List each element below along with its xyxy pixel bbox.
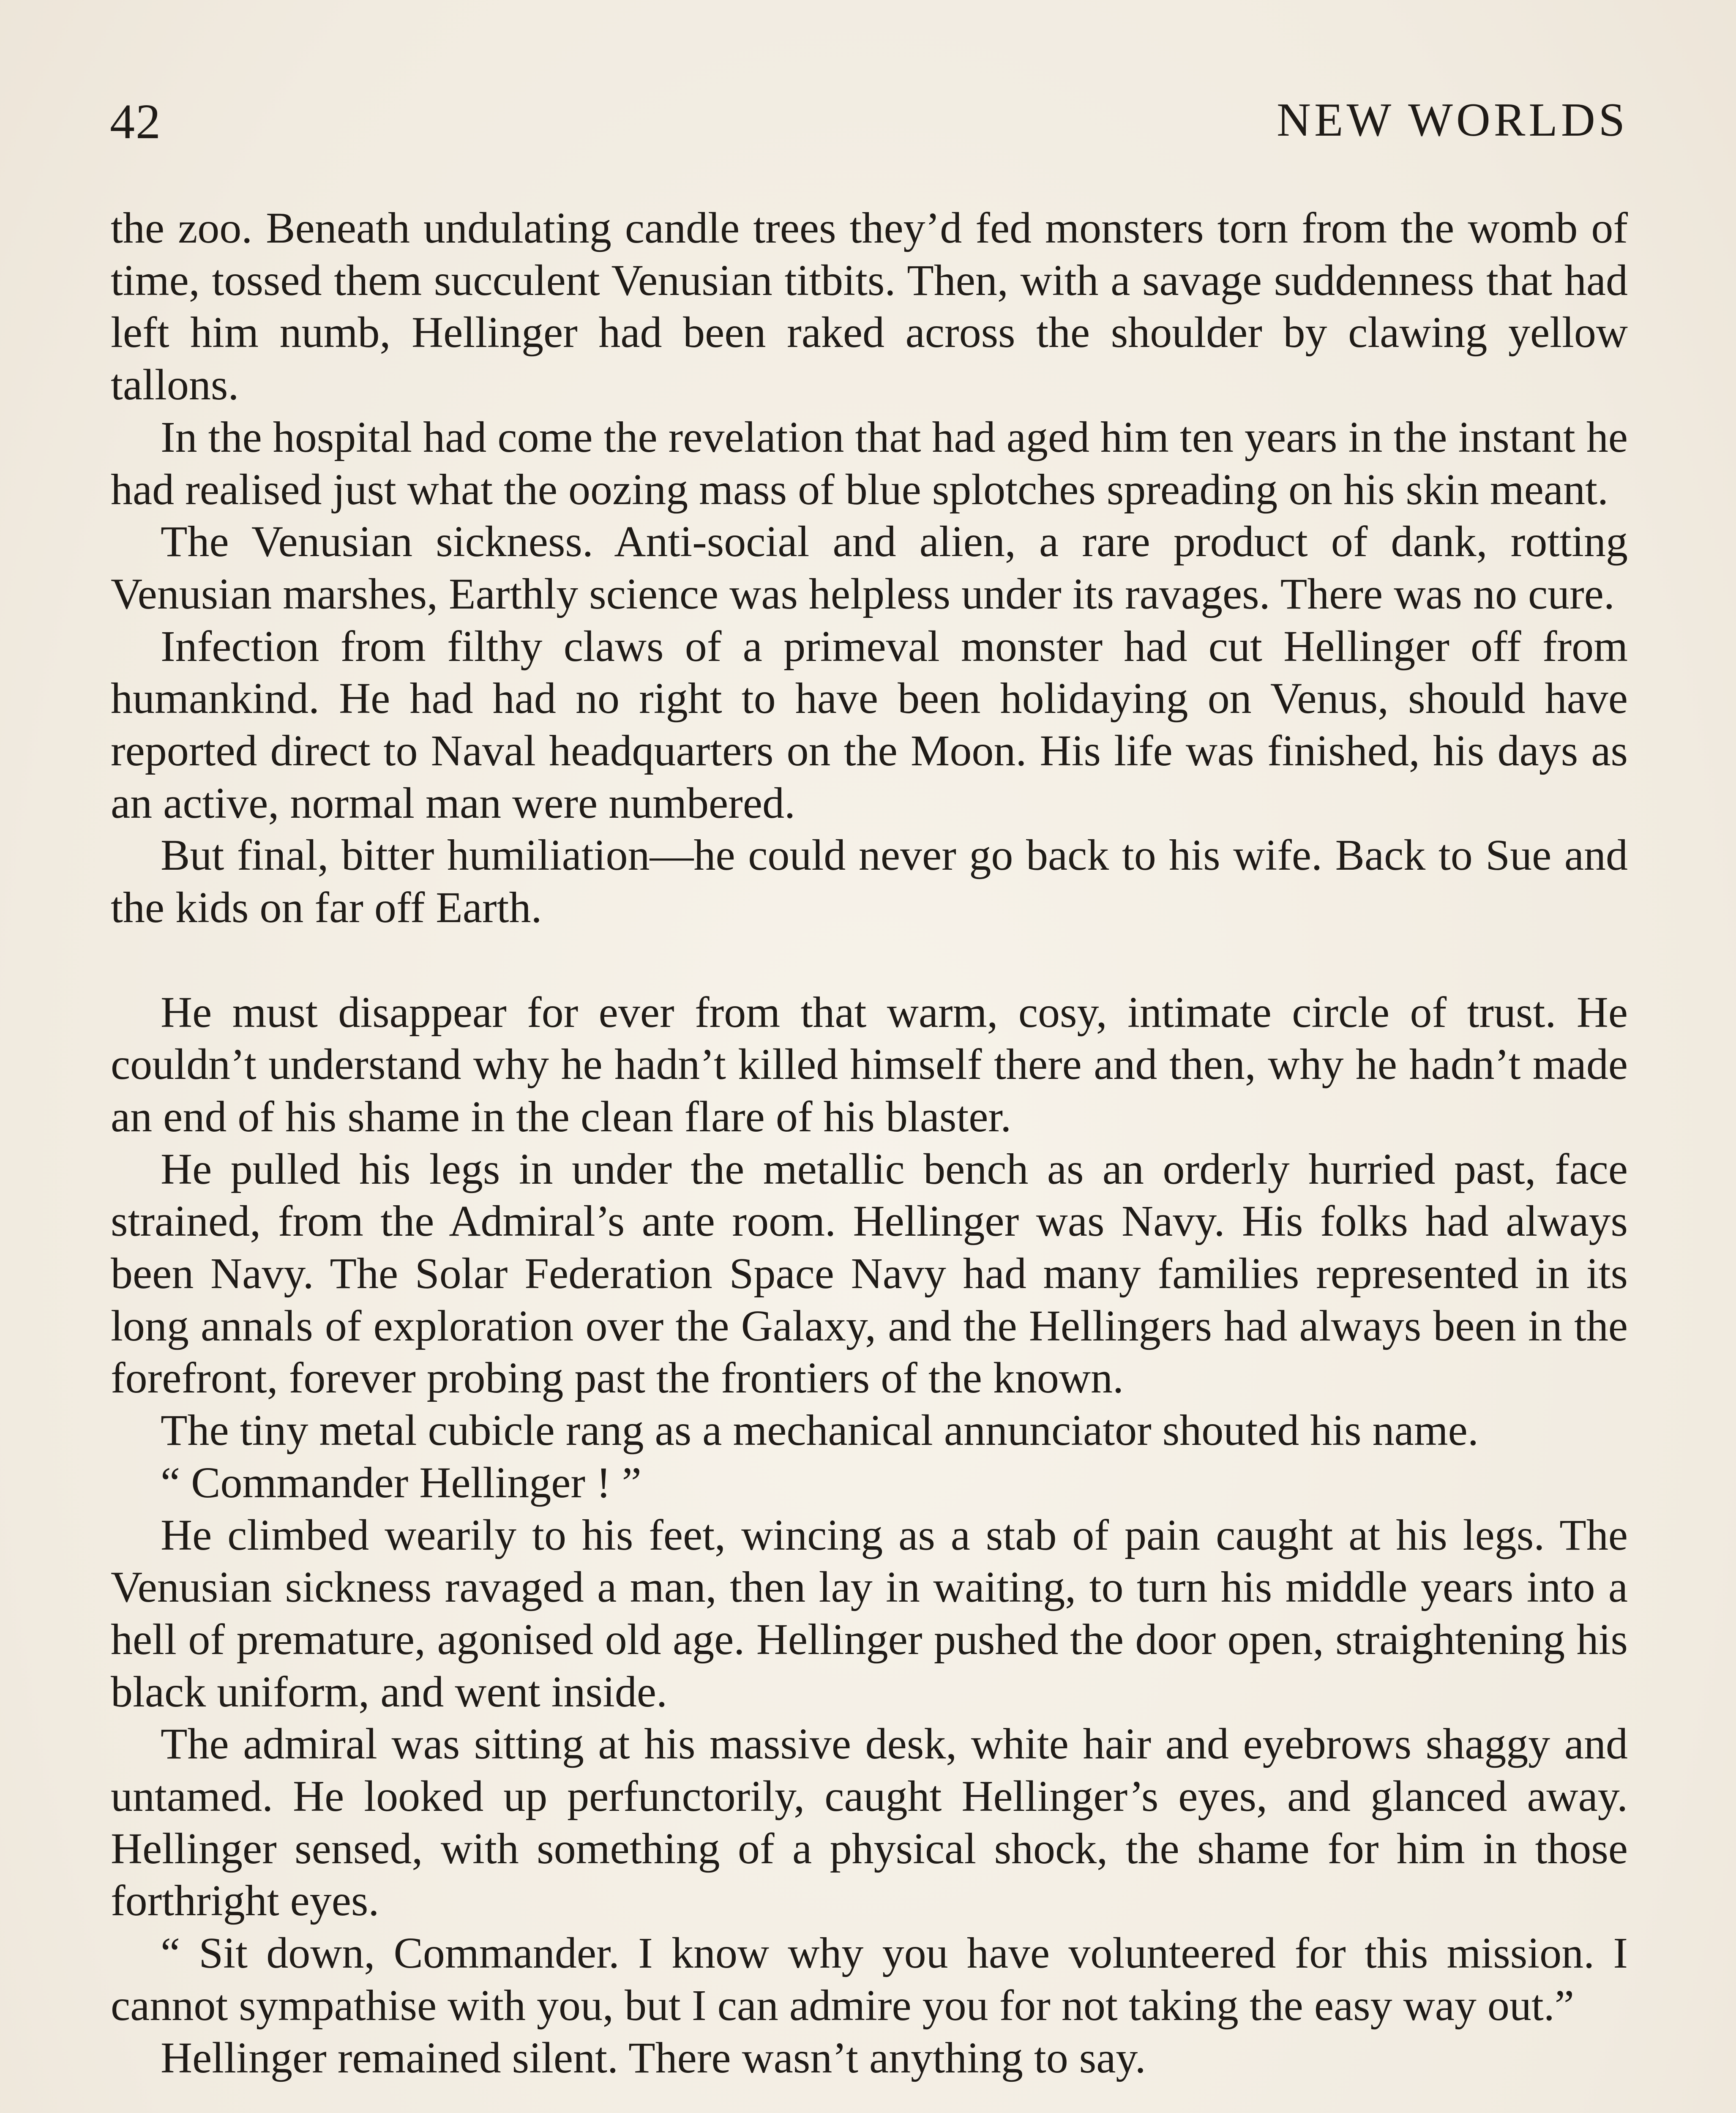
paragraph: “ Sit down, Commander. I know why you have volunteered for this mission. I cannot sympathise with you, but I can admire you for not taking the easy way out.”	[111, 1929, 1628, 2030]
paragraph: Infection from filthy claws of a primeval monster had cut Hellinger off from humankind. He had had no right to have been holidaying on Venus, should have reported direct to Naval headquarters on the Moon. His life was finished, his days as an active, normal man were numbered.	[111, 622, 1628, 827]
page-number: 42	[110, 94, 161, 149]
paragraph: He climbed wearily to his feet, wincing as a stab of pain caught at his legs. The Venusian sickness ravaged a man, then lay in waiting, to turn his middle years into a hell of premature, agonised old age. Hellinger pushed the door open, straightening his black uniform, and went inside.	[111, 1510, 1628, 1716]
paragraph: The Venusian sickness. Anti-social and alien, a rare product of dank, rotting Venusian marshes, Earthly science was helpless under its ravages. There was no cure.	[111, 517, 1628, 618]
paragraph: The admiral was sitting at his massive desk, white hair and eyebrows shaggy and untamed. He looked up perfunctorily, caught Hellinger’s eyes, and glanced away. Hellinger sensed, with something of a physical shock, the shame for him in those forthright eyes.	[111, 1720, 1628, 1925]
running-head: NEW WORLDS	[1277, 94, 1628, 146]
page-header	[110, 93, 1628, 161]
paragraph: He pulled his legs in under the metallic bench as an orderly hurried past, face strained, from the Admiral’s ante room. Hellinger was Navy. His folks had always been Navy. The Solar Federation Space Navy had many families represented in its long annals of exploration over the Galaxy, and the Hellingers had always been in the forefront, forever probing past the frontiers of the known.	[111, 1144, 1628, 1403]
paragraph: He must disappear for ever from that warm, cosy, intimate circle of trust. He couldn’t understand why he hadn’t killed himself there and then, why he hadn’t made an end of his shame in the clean flare of his blaster.	[111, 988, 1628, 1141]
body-text	[111, 202, 1628, 2113]
paragraph: In the hospital had come the revelation that had aged him ten years in the instant he had realised just what the oozing mass of blue splotches spreading on his skin meant.	[111, 412, 1628, 514]
paragraph: Hellinger remained silent. There wasn’t anything to say.	[161, 2033, 1146, 2082]
paragraph: the zoo. Beneath undulating candle trees they’d fed monsters torn from the womb of time, tossed them succulent Venusian titbits. Then, with a savage suddenness that had left him numb, Hellinger had been raked across the shoulder by clawing yellow tallons.	[111, 204, 1628, 409]
paragraph: But final, bitter humiliation—he could never go back to his wife. Back to Sue and the kids on far off Earth.	[111, 831, 1628, 932]
dialogue-line: “ Commander Hellinger ! ”	[161, 1458, 641, 1507]
paragraph: The tiny metal cubicle rang as a mechanical annunciator shouted his name.	[161, 1406, 1479, 1455]
